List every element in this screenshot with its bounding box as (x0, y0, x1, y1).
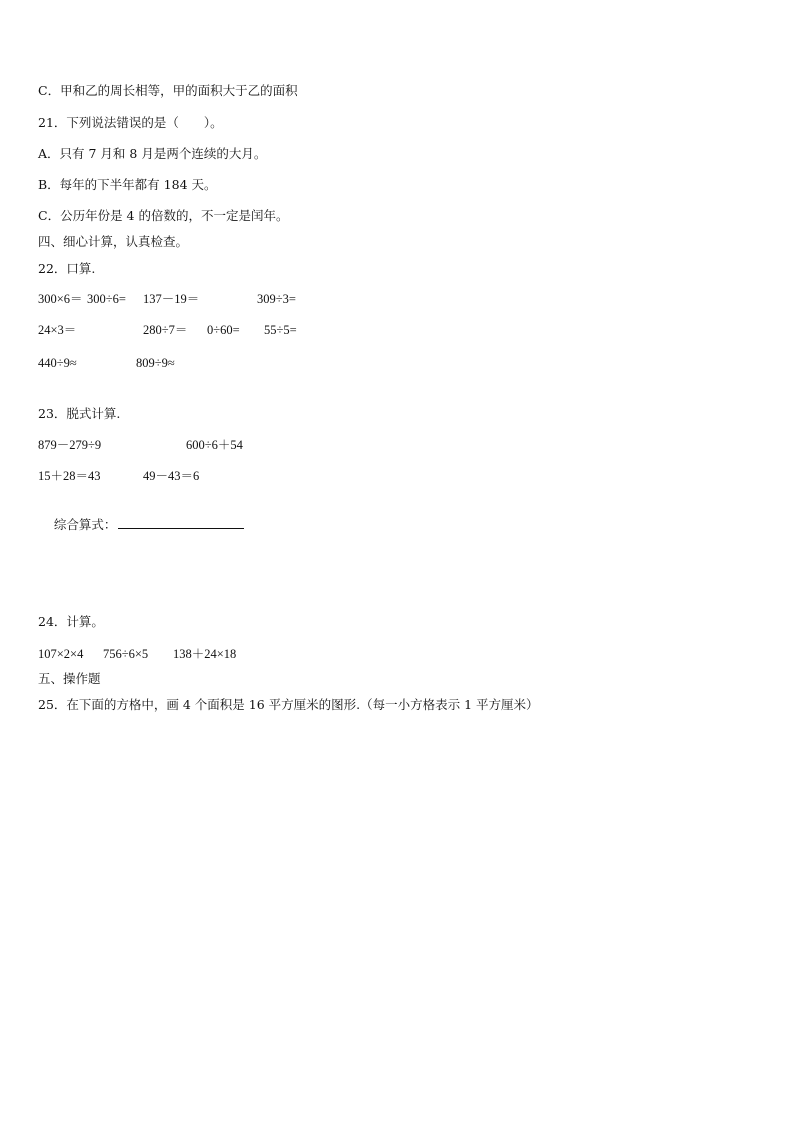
q23-combined-formula (38, 500, 244, 549)
q22-stem: 22．口算. (38, 261, 96, 276)
q22-item: 280÷7＝ (143, 323, 188, 337)
q23-item: 600÷6＋54 (186, 438, 243, 452)
q20-option-c: C．甲和乙的周长相等，甲的面积大于乙的面积 (38, 83, 298, 98)
q21-option-a: A．只有 7 月和 8 月是两个连续的大月。 (38, 146, 267, 161)
q22-item: 809÷9≈ (136, 356, 175, 370)
q22-item: 0÷60= (207, 323, 240, 337)
answer-blank[interactable] (118, 516, 244, 529)
q22-item: 300×6＝ (38, 292, 83, 306)
q23-item: 879－279÷9 (38, 438, 102, 452)
q21-option-b: B．每年的下半年都有 184 天。 (38, 177, 217, 192)
q23-stem: 23．脱式计算. (38, 406, 121, 421)
q22-item: 55÷5= (264, 323, 297, 337)
q24-item: 756÷6×5 (103, 647, 149, 661)
q25-stem: 25．在下面的方格中，画 4 个面积是 16 平方厘米的图形.（每一小方格表示 1 平方厘米） (38, 697, 539, 712)
q24-item: 138＋24×18 (173, 647, 237, 661)
q22-item: 440÷9≈ (38, 356, 77, 370)
q24-item: 107×2×4 (38, 647, 84, 661)
section5-title: 五、操作题 (38, 671, 101, 686)
q22-item: 24×3＝ (38, 323, 77, 337)
q24-stem: 24．计算。 (38, 614, 104, 629)
combined-formula-label: 综合算式： (53, 517, 117, 532)
q22-item: 300÷6= (87, 292, 126, 306)
section4-title: 四、细心计算，认真检查。 (38, 234, 189, 249)
q22-item: 309÷3= (257, 292, 296, 306)
q23-item: 49－43＝6 (143, 469, 200, 483)
q22-item: 137－19＝ (143, 292, 200, 306)
q23-item: 15＋28＝43 (38, 469, 101, 483)
q21-stem: 21．下列说法错误的是（ ）。 (38, 115, 223, 130)
q21-option-c: C．公历年份是 4 的倍数的，不一定是闰年。 (38, 208, 289, 223)
